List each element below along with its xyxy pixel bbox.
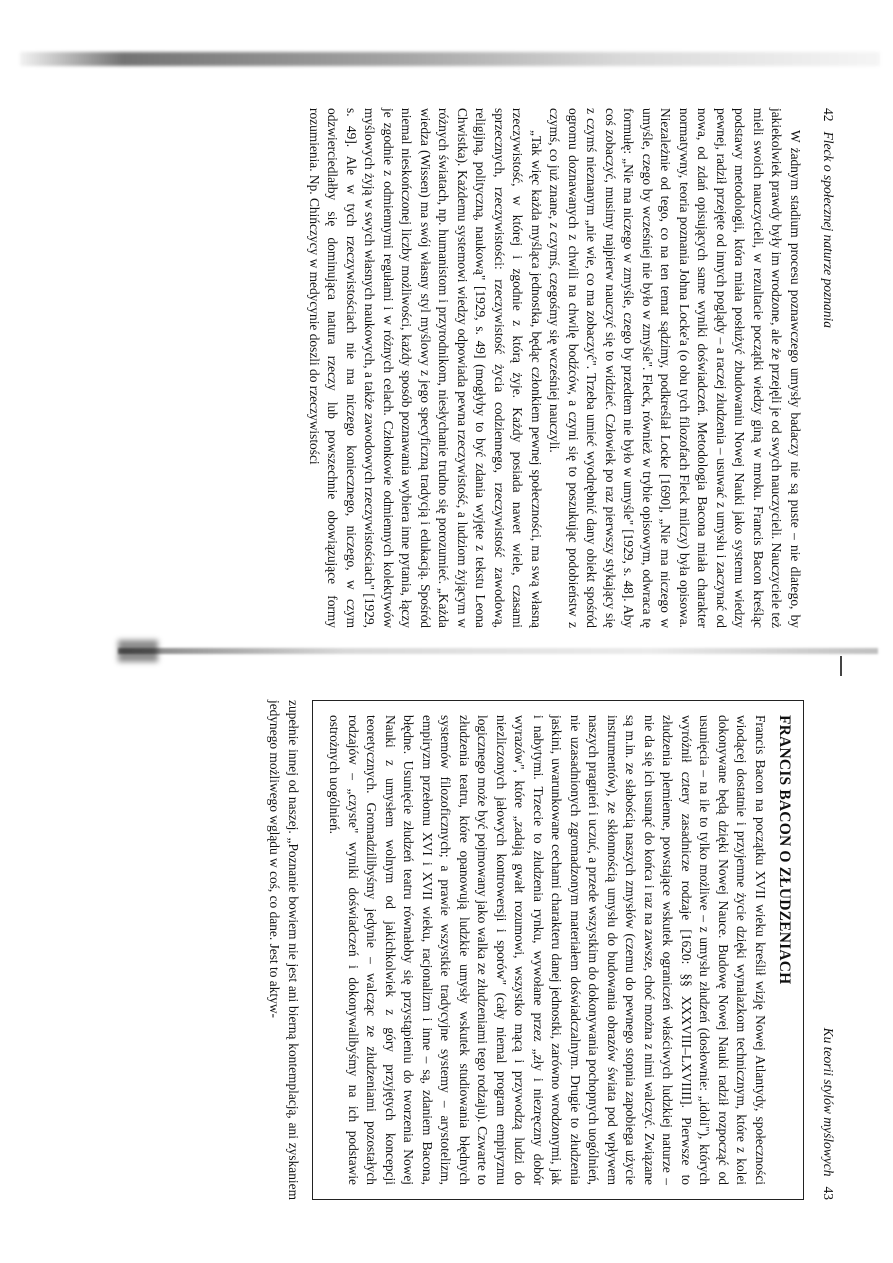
running-head-left (820, 108, 836, 628)
scan-shadow-top (20, 52, 880, 66)
paragraph: „Tak więc każda myśląca jednostka, będąc członkiem pewnej społeczności, ma swą własną rzeczywistość, w której i zgodnie z którą żyje. Każdy posiada nawet wiele, czasami sprzecznych, rzeczywistości: rzeczywistość życia codziennego, rzeczywistość zawodową, religijną, polityczną, naukową" [1929, s. 49] (mogłyby to być zdania wyjęte z tekstu Leona Chwistka). Każdemu systemowi wiedzy odpowiada pewna rzeczywistość, a ludziom żyjącym w różnych światach, np. humanistom i przyrodnikom, niesłychanie trudno się porozumieć. „Każda wiedza (Wissen) ma swój własny styl myślowy z jego specyficzną tradycją i edukacją. Spośród niemal nieskończonej liczby możliwości, każdy sposób poznawania wybiera inne pytania, łączy je zgodnie z odmiennymi regułami i w różnych celach. Członkowie odmiennych kolektywów myślowych żyją w swych własnych naukowych, a także zawodowych rzeczywistościach" [1929, s. 49]. Ale w tych rzeczywistościach nie ma niczego koniecznego, niczego, w czym odzwierciedlałby się dominująca natura rzeczy lub powszechnie obowiązujące formy rozumienia. Np. Chińczycy w medycynie doszli do rzeczywistości (307, 108, 544, 628)
paragraph: zupełnie innej od naszej. „Poznanie bowiem nie jest ani bierną kontemplacją, ani zyskaniem jedynego możliwego wglądu w coś, co dane. Jest to aktyw- (267, 700, 301, 1200)
right-page (116, 700, 836, 1200)
page-number-right: 43 (821, 1186, 836, 1200)
left-page-body (305, 108, 805, 628)
scan-shadow-middle (118, 648, 878, 654)
right-page-body (265, 700, 302, 1200)
paragraph: W żadnym stadium procesu poznawczego umysły badaczy nie są puste – nie dlatego, by jakiekolwiek prawdy były im wrodzone, ale że przejęli je od swych nauczycieli. Nauczyciele też mieli swoich nauczycieli, w rezultacie początki wiedzy giną w mroku. Francis Bacon kreśląc podstawy metodologii, która miała posłużyć zbudowaniu Nowej Nauki jako systemu wiedzy pewnej, radził przejęte od innych poglądy – a raczej złudzenia – usuwać z umysłu i zaczynać od nowa, od zdań opisujących same wyniki doświadczeń. Metodologia Bacona miała charakter normatywny, teoria poznania Johna Locke'a (o obu tych filozofach Fleck milczy) była opisowa. Niezależnie od tego, co na ten temat sądzimy, podkreślał Locke [1690], „Nie ma niczego w umyśle, czego by wcześniej nie było w zmyśle". Fleck, również w trybie opisowym, odwraca tę formułę: „Nie ma niczego w zmyśle, czego by przedtem nie było w umyśle" [1929, s. 48]. Aby coś zobaczyć, musimy najpierw nauczyć się to widzieć. Człowiek po raz pierwszy stykający się z czymś nieznanym „nie wie, co ma zobaczyć". Trzeba umieć wyodrębnić dany obiekt spośród ogromu doznawanych z chwili na chwilę bodźców, a czyni się to poszukując podobieństw z czymś, co już znane, z czymś, czegośmy się wcześniej nauczyli. (547, 108, 803, 628)
francis-bacon-box (312, 700, 804, 1200)
box-paragraph: Francis Bacon na początku XVII wieku kreślił wizję Nowej Atlantydy, społeczności wiodącej dostatnie i przyjemne życie dzięki wynalazkom technicznym, które z kolei dokonywane będą dzięki Nowej Nauce. Budowę Nowej Nauki radził rozpocząć od usunięcia – na ile to tylko możliwe – z umysłu złudzeń (dosłownie: „idoli"), których wyróżnił cztery zasadnicze rodzaje [1620: §§ XXXVIII–LXVIIII]. Pierwsze to złudzenia plemienne, powstające wskutek ograniczeń właściwych ludzkiej naturze – nie da się ich usunąć do końca i raz na zawsze, choć można z nimi walczyć. Związane są m.in. ze słabością naszych zmysłów (czemu do pewnego stopnia zapobiega użycie instrumentów), ze skłonnością umysłu do budowania obrazów świata pod wpływem naszych pragnień i uczuć, a przede wszystkim do dokonywania pochopnych uogólnień, nie uzasadnionych zgromadzonym materiałem doświadczalnym. Drugie to złudzenia jaskini, uwarunkowane cechami charakteru danej jednostki, zarówno wrodzonymi, jak i nabytymi. Trzecie to złudzenia rynku, wywołane przez „zły i niezręczny dobór wyrazów", które „zadają gwałt rozumowi, wszystko mącą i przywodzą ludzi do niezliczonych jałowych kontrowersji i sporów" (cały niemal program empiryzmu logicznego może być pojmowany jako walka ze złudzeniami tego rodzaju). Czwarte to złudzenia teatru, które opanowują ludzkie umysły wskutek studiowania błędnych systemów filozoficznych; a prawie wszystkie tradycyjne systemy – arystotelizm, empiryzm przełomu XVI i XVII wieku, racjonalizm i inne – są, zdaniem Bacona, błędne. Usunięcie złudzeń teatru równałoby się przystąpieniu do tworzenia Nowej Nauki z umysłem wolnym od jakichkolwiek z góry przyjętych koncepcji teoretycznych. Gromadzilibyśmy jedynie – walcząc ze złudzeniami pozostałych rodzajów – „czyste" wyniki doświadczeń i dokonywalibyśmy na ich podstawie ostrożnych uogólnień. (327, 715, 768, 1185)
running-title-right: Ku teorii stylów myślowych (821, 1027, 836, 1177)
running-head-right (820, 700, 836, 1200)
left-page (116, 108, 836, 628)
page-number-left: 42 (821, 108, 836, 122)
scan-edge-mark (840, 656, 852, 676)
scan-smudge (118, 640, 158, 662)
box-title: FRANCIS BACON O ZŁUDZENIACH (776, 715, 793, 985)
box-body (325, 715, 769, 1185)
running-title-left: Fleck o społecznej naturze poznania (821, 131, 836, 328)
